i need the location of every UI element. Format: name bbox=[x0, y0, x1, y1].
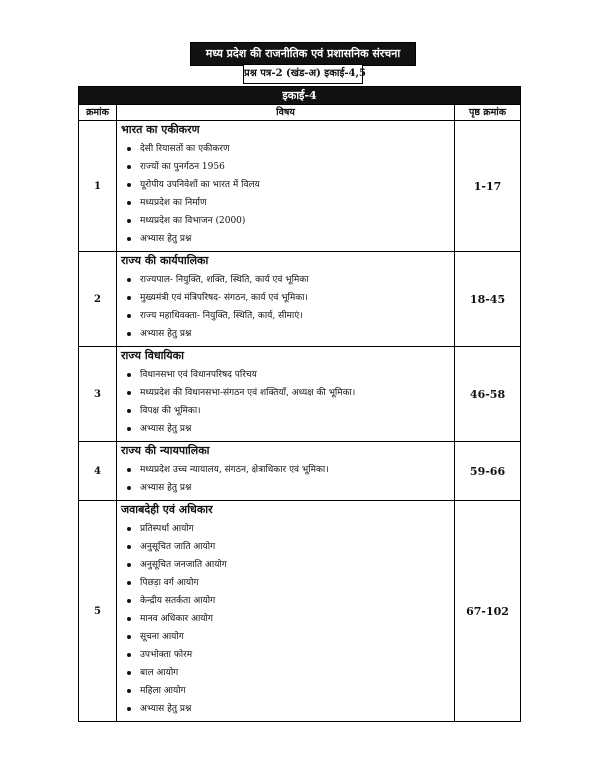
bullet-icon bbox=[127, 563, 131, 567]
bullet-icon bbox=[127, 545, 131, 549]
bullet-icon bbox=[127, 671, 131, 675]
syllabus-table bbox=[78, 86, 521, 722]
topic-list bbox=[121, 366, 454, 438]
bullet-icon bbox=[127, 183, 131, 187]
list-item bbox=[121, 479, 454, 497]
list-item-text: प्रतिस्पर्धा आयोग bbox=[140, 524, 194, 534]
list-item bbox=[121, 230, 454, 248]
topic-list bbox=[121, 271, 454, 343]
list-item bbox=[121, 212, 454, 230]
topic-list bbox=[121, 461, 454, 497]
topic-list bbox=[121, 520, 454, 718]
bullet-icon bbox=[127, 201, 131, 205]
row-number: 3 bbox=[79, 347, 117, 442]
bullet-icon bbox=[127, 237, 131, 241]
page-range: 18-45 bbox=[455, 252, 521, 347]
list-item bbox=[121, 194, 454, 212]
topic-cell bbox=[117, 347, 455, 442]
list-item bbox=[121, 271, 454, 289]
list-item-text: विधानसभा एवं विधानपरिषद परिचय bbox=[140, 370, 257, 380]
list-item-text: अभ्यास हेतु प्रश्न bbox=[140, 424, 192, 434]
column-header-row bbox=[79, 105, 521, 121]
list-item-text: उपभोक्ता फोरम bbox=[140, 650, 193, 660]
list-item-text: अभ्यास हेतु प्रश्न bbox=[140, 329, 192, 339]
list-item-text: मुख्यमंत्री एवं मंत्रिपरिषद- संगठन, कार्य एवं भूमिका। bbox=[140, 293, 308, 303]
list-item bbox=[121, 307, 454, 325]
column-header-number: क्रमांक bbox=[79, 105, 117, 121]
section-title: भारत का एकीकरण bbox=[121, 123, 200, 136]
list-item bbox=[121, 628, 454, 646]
topic-cell bbox=[117, 442, 455, 501]
list-item bbox=[121, 592, 454, 610]
table-row bbox=[79, 347, 521, 442]
bullet-icon bbox=[127, 373, 131, 377]
table-body bbox=[79, 121, 521, 722]
bullet-icon bbox=[127, 707, 131, 711]
list-item bbox=[121, 664, 454, 682]
list-item-text: अभ्यास हेतु प्रश्न bbox=[140, 704, 192, 714]
topic-cell bbox=[117, 121, 455, 252]
bullet-icon bbox=[127, 219, 131, 223]
list-item bbox=[121, 140, 454, 158]
bullet-icon bbox=[127, 391, 131, 395]
table-row bbox=[79, 121, 521, 252]
table-row bbox=[79, 252, 521, 347]
list-item-text: मानव अधिकार आयोग bbox=[140, 614, 213, 624]
unit-header: इकाई-4 bbox=[79, 87, 521, 105]
section-title: राज्य की कार्यपालिका bbox=[121, 254, 209, 267]
list-item-text: अनुसूचित जाति आयोग bbox=[140, 542, 216, 552]
list-item-text: अभ्यास हेतु प्रश्न bbox=[140, 234, 192, 244]
list-item bbox=[121, 461, 454, 479]
list-item bbox=[121, 420, 454, 438]
bullet-icon bbox=[127, 581, 131, 585]
list-item bbox=[121, 158, 454, 176]
topic-cell bbox=[117, 501, 455, 722]
list-item-text: विपक्ष की भूमिका। bbox=[140, 406, 201, 416]
column-header-page: पृष्ठ क्रमांक bbox=[455, 105, 521, 121]
section-title: राज्य विधायिका bbox=[121, 349, 184, 362]
list-item bbox=[121, 289, 454, 307]
bullet-icon bbox=[127, 296, 131, 300]
document-title: मध्य प्रदेश की राजनीतिक एवं प्रशासनिक संरचना bbox=[190, 42, 416, 66]
bullet-icon bbox=[127, 165, 131, 169]
list-item bbox=[121, 610, 454, 628]
list-item-text: मध्यप्रदेश का विभाजन (2000) bbox=[140, 216, 246, 226]
list-item bbox=[121, 366, 454, 384]
list-item-text: अभ्यास हेतु प्रश्न bbox=[140, 483, 192, 493]
bullet-icon bbox=[127, 468, 131, 472]
list-item bbox=[121, 682, 454, 700]
list-item bbox=[121, 700, 454, 718]
topic-list bbox=[121, 140, 454, 248]
topic-cell bbox=[117, 252, 455, 347]
bullet-icon bbox=[127, 653, 131, 657]
row-number: 2 bbox=[79, 252, 117, 347]
page-range: 46-58 bbox=[455, 347, 521, 442]
list-item-text: मध्यप्रदेश उच्च न्यायालय, संगठन, क्षेत्राधिकार एवं भूमिका। bbox=[140, 465, 329, 475]
list-item-text: यूरोपीय उपनिवेशों का भारत में विलय bbox=[140, 180, 260, 190]
bullet-icon bbox=[127, 617, 131, 621]
list-item-text: मध्यप्रदेश का निर्माण bbox=[140, 198, 207, 208]
list-item-text: केन्द्रीय सतर्कता आयोग bbox=[140, 596, 216, 606]
list-item-text: सूचना आयोग bbox=[140, 632, 184, 642]
bullet-icon bbox=[127, 147, 131, 151]
table-row bbox=[79, 501, 521, 722]
list-item-text: राज्यपाल- नियुक्ति, शक्ति, स्थिति, कार्य एवं भूमिका bbox=[140, 275, 309, 285]
list-item bbox=[121, 574, 454, 592]
list-item bbox=[121, 556, 454, 574]
list-item-text: महिला आयोग bbox=[140, 686, 186, 696]
bullet-icon bbox=[127, 314, 131, 318]
row-number: 1 bbox=[79, 121, 117, 252]
document-subtitle: प्रश्न पत्र-2 (खंड-अ) इकाई-4,5 bbox=[243, 64, 363, 84]
column-header-topic: विषय bbox=[117, 105, 455, 121]
bullet-icon bbox=[127, 332, 131, 336]
list-item bbox=[121, 176, 454, 194]
list-item bbox=[121, 538, 454, 556]
list-item-text: देसी रियासतों का एकीकरण bbox=[140, 144, 230, 154]
bullet-icon bbox=[127, 599, 131, 603]
bullet-icon bbox=[127, 409, 131, 413]
section-title: राज्य की न्यायपालिका bbox=[121, 444, 210, 457]
list-item-text: मध्यप्रदेश की विधानसभा-संगठन एवं शक्तियाँ, अध्यक्ष की भूमिका। bbox=[140, 388, 356, 398]
bullet-icon bbox=[127, 689, 131, 693]
list-item-text: राज्यों का पुनर्गठन 1956 bbox=[140, 162, 225, 172]
bullet-icon bbox=[127, 486, 131, 490]
page-range: 59-66 bbox=[455, 442, 521, 501]
section-title: जवाबदेही एवं अधिकार bbox=[121, 503, 213, 516]
list-item bbox=[121, 520, 454, 538]
list-item-text: राज्य महाधिवक्ता- नियुक्ति, स्थिति, कार्य, सीमाएं। bbox=[140, 311, 303, 321]
page-range: 67-102 bbox=[455, 501, 521, 722]
list-item bbox=[121, 402, 454, 420]
bullet-icon bbox=[127, 278, 131, 282]
bullet-icon bbox=[127, 527, 131, 531]
row-number: 5 bbox=[79, 501, 117, 722]
page-range: 1-17 bbox=[455, 121, 521, 252]
bullet-icon bbox=[127, 635, 131, 639]
list-item-text: बाल आयोग bbox=[140, 668, 179, 678]
list-item bbox=[121, 646, 454, 664]
bullet-icon bbox=[127, 427, 131, 431]
list-item bbox=[121, 384, 454, 402]
list-item bbox=[121, 325, 454, 343]
table-row bbox=[79, 442, 521, 501]
list-item-text: पिछड़ा वर्ग आयोग bbox=[140, 578, 199, 588]
row-number: 4 bbox=[79, 442, 117, 501]
list-item-text: अनुसूचित जनजाति आयोग bbox=[140, 560, 227, 570]
